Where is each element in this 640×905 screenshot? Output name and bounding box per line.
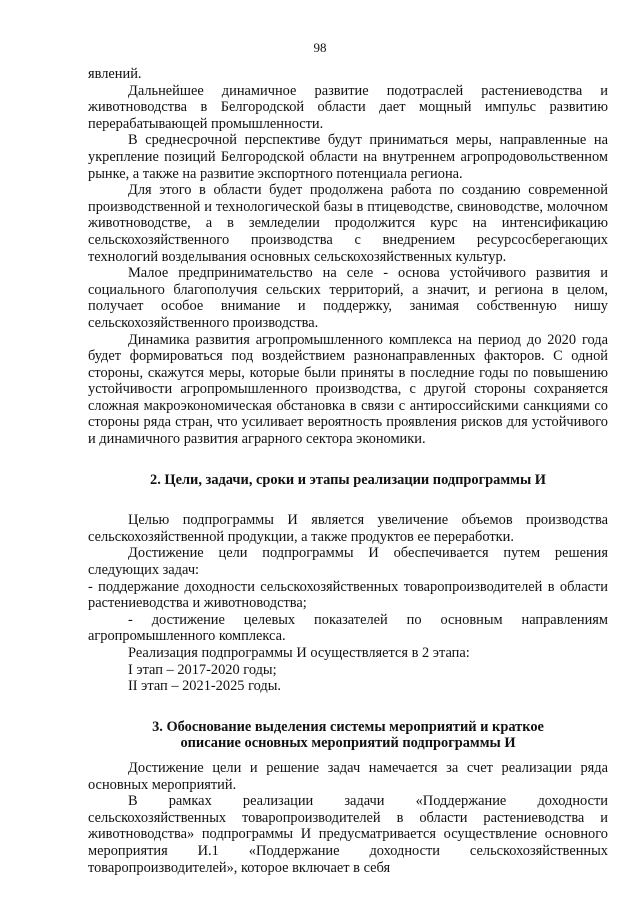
paragraph: Динамика развития агропромышленного комплекса на период до 2020 года будет формироваться под воздействием разнонаправленных факторов. С одной стороны, скажутся меры, которые были приняты в последние годы по повышению устойчивости агропромышленного производства, с другой стороны сохраняется сложная макроэкономическая обстановка в связи с антироссийскими санкциями со стороны ряда стран, что усиливает вероятность проявления рисков для устойчивого и динамичного развития аграрного сектора экономики. bbox=[88, 331, 608, 448]
paragraph: Целью подпрограммы И является увеличение объемов производства сельскохозяйственной продукции, а также продуктов ее переработки. bbox=[88, 512, 608, 545]
stage-line: II этап – 2021-2025 годы. bbox=[128, 678, 281, 695]
heading-line: 3. Обоснование выделения системы мероприятий и краткое bbox=[152, 718, 544, 735]
list-item: - поддержание доходности сельскохозяйственных товаропроизводителей в области растениеводства и животноводства; bbox=[88, 578, 608, 612]
paragraph: В рамках реализации задачи «Поддержание доходности сельскохозяйственных товаропроизводителей в области растениеводства и животноводства» подпрограммы И предусматривается осуществление основного мероприятия И.1 «Поддержание доходности сельскохозяйственных товаропроизводителей», которое включает в себя bbox=[88, 793, 608, 876]
page-number: 98 bbox=[313, 40, 327, 55]
paragraph: Малое предпринимательство на селе - основа устойчивого развития и социального благополучия сельских территорий, а значит, и региона в целом, получает особое внимание и поддержку, занимая собственную нишу сельскохозяйственного производства. bbox=[88, 265, 608, 331]
list-item: - достижение целевых показателей по основным направлениям агропромышленного комплекса. bbox=[88, 611, 608, 645]
paragraph: Реализация подпрограммы И осуществляется в 2 этапа: bbox=[128, 645, 470, 661]
paragraph: Достижение цели подпрограммы И обеспечивается путем решения следующих задач: bbox=[88, 545, 608, 579]
section-heading-2: 2. Цели, задачи, сроки и этапы реализации подпрограммы И bbox=[150, 471, 546, 488]
page-body bbox=[88, 66, 608, 876]
paragraph: Достижение цели и решение задач намечается за счет реализации ряда основных мероприятий. bbox=[88, 759, 608, 793]
stage-line: I этап – 2017-2020 годы; bbox=[128, 661, 277, 678]
paragraph: явлений. bbox=[88, 66, 142, 82]
paragraph: В среднесрочной перспективе будут приниматься меры, направленные на укрепление позиций Белгородской области на внутреннем агропродовольственном рынке, а также на развитие экспортного потенциала региона. bbox=[88, 132, 608, 182]
section-heading-3 bbox=[88, 719, 608, 752]
paragraph: Для этого в области будет продолжена работа по созданию современной производственной и технологической базы в птицеводстве, свиноводстве, молочном животноводстве, а в земледелии продолжится курс на интенсификацию сельскохозяйственного производства с внедрением ресурсосберегающих технологий возделывания основных сельскохозяйственных культур. bbox=[88, 182, 608, 265]
heading-line: описание основных мероприятий подпрограммы И bbox=[180, 735, 516, 752]
paragraph: Дальнейшее динамичное развитие подотраслей растениеводства и животноводства в Белгородской области дает мощный импульс развитию перерабатывающей промышленности. bbox=[88, 82, 608, 132]
